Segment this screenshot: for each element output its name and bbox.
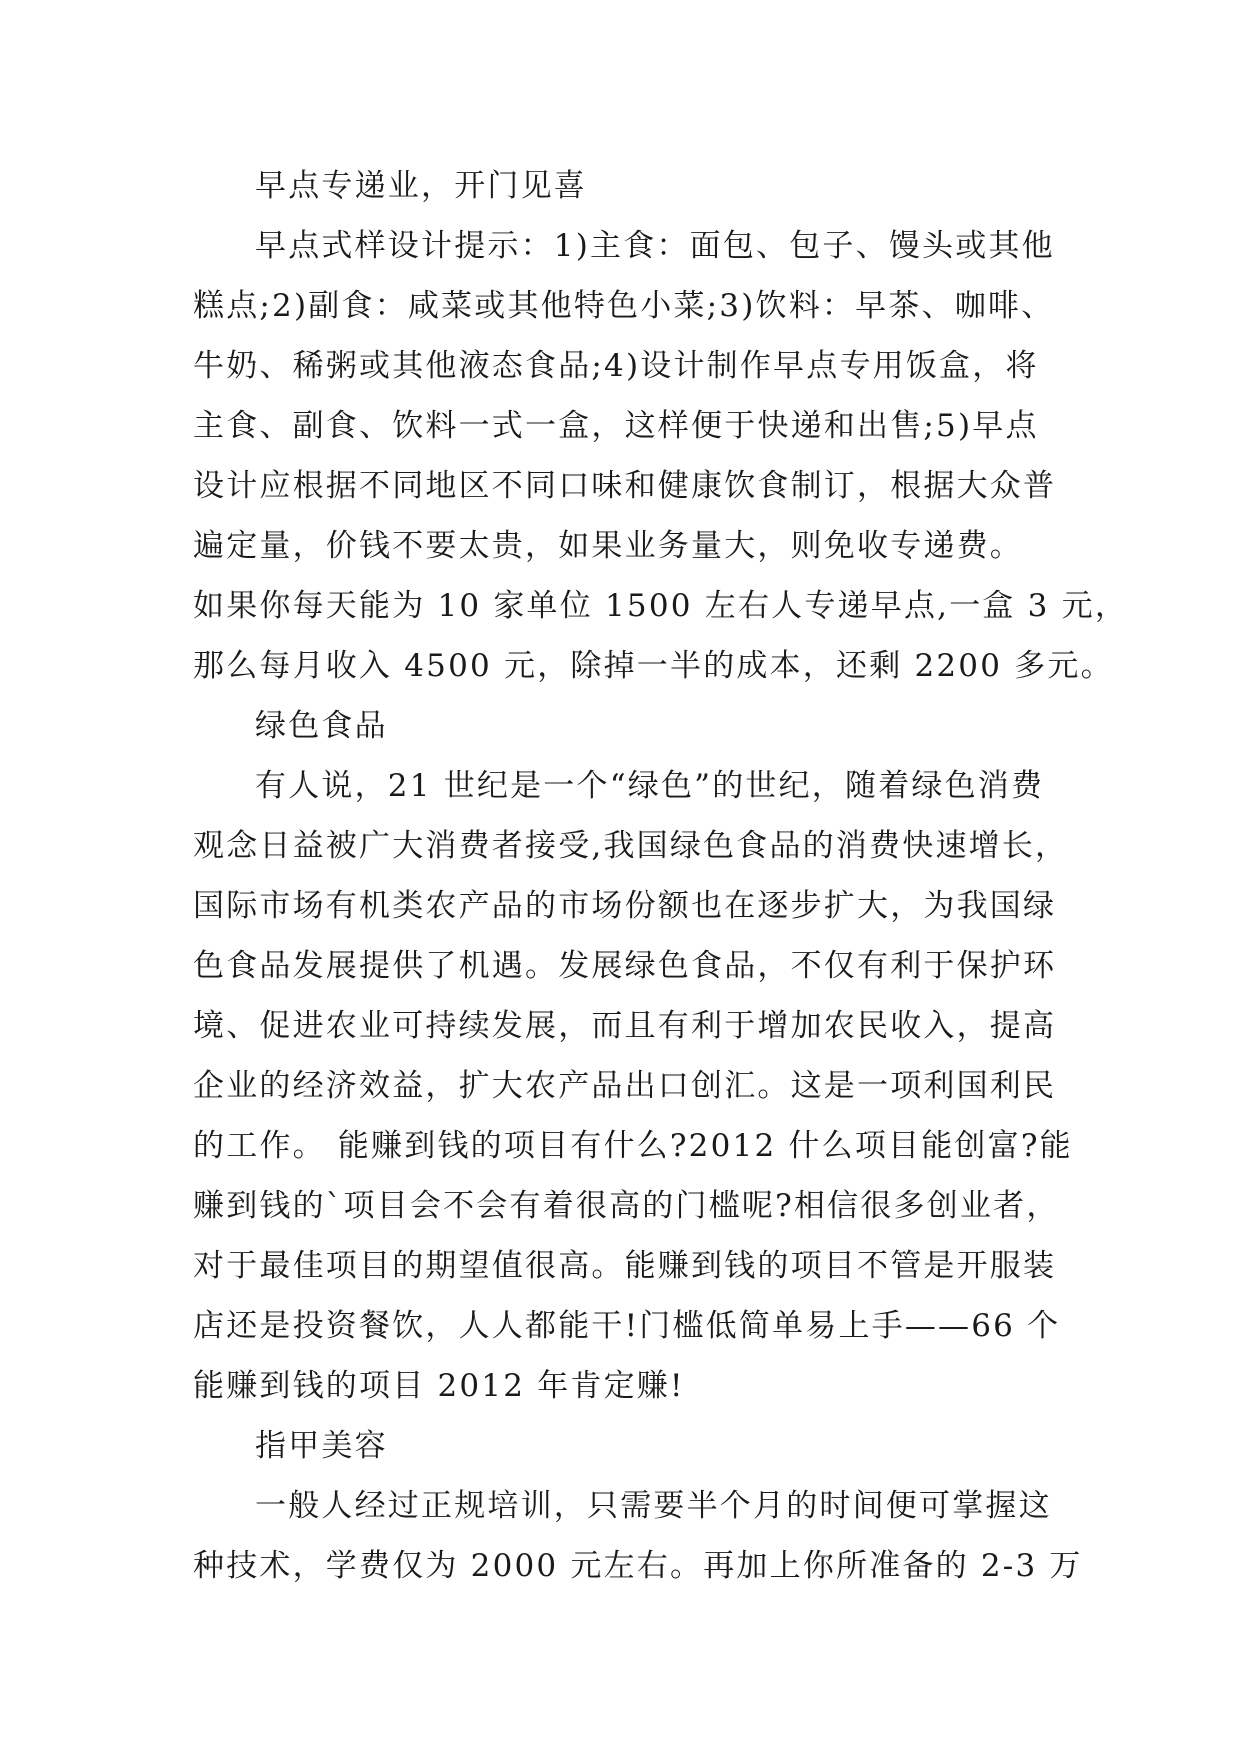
text-line: 糕点;2)副食：咸菜或其他特色小菜;3)饮料：早茶、咖啡、 — [193, 288, 1055, 324]
text-line: 企业的经济效益，扩大农产品出口创汇。这是一项利国利民 — [193, 1068, 1057, 1104]
text-line: 如果你每天能为 10 家单位 1500 左右人专递早点,一盒 3 元， — [193, 588, 1129, 624]
text-line: 一般人经过正规培训，只需要半个月的时间便可掌握这 — [255, 1488, 1052, 1524]
text-line: 有人说，21 世纪是一个“绿色”的世纪，随着绿色消费 — [255, 768, 1045, 804]
text-line: 国际市场有机类农产品的市场份额也在逐步扩大，为我国绿 — [193, 888, 1057, 924]
document-body — [193, 156, 1129, 1596]
text-line: 遍定量，价钱不要太贵，如果业务量大，则免收专递费。 — [193, 528, 1023, 564]
text-line: 指甲美容 — [255, 1428, 388, 1464]
text-line: 早点式样设计提示：1)主食：面包、包子、馒头或其他 — [255, 228, 1055, 264]
text-line: 种技术，学费仅为 2000 元左右。再加上你所准备的 2-3 万 — [193, 1548, 1083, 1584]
text-line: 牛奶、稀粥或其他液态食品;4)设计制作早点专用饭盒，将 — [193, 348, 1039, 384]
text-line: 店还是投资餐饮，人人都能干!门槛低简单易上手——66 个 — [193, 1308, 1061, 1344]
text-line: 的工作。 能赚到钱的项目有什么?2012 什么项目能创富?能 — [193, 1128, 1073, 1164]
text-line: 对于最佳项目的期望值很高。能赚到钱的项目不管是开服装 — [193, 1248, 1057, 1284]
text-line: 境、促进农业可持续发展，而且有利于增加农民收入，提高 — [193, 1008, 1057, 1044]
text-line: 赚到钱的`项目会不会有着很高的门槛呢?相信很多创业者， — [193, 1188, 1060, 1224]
text-line: 主食、副食、饮料一式一盒，这样便于快递和出售;5)早点 — [193, 408, 1039, 444]
text-line: 能赚到钱的项目 2012 年肯定赚! — [193, 1368, 685, 1404]
text-line: 观念日益被广大消费者接受,我国绿色食品的消费快速增长， — [193, 828, 1069, 864]
text-line: 早点专递业，开门见喜 — [255, 168, 587, 204]
text-line: 绿色食品 — [255, 708, 388, 744]
text-line: 设计应根据不同地区不同口味和健康饮食制订，根据大众普 — [193, 468, 1057, 504]
text-line: 色食品发展提供了机遇。发展绿色食品，不仅有利于保护环 — [193, 948, 1057, 984]
text-line: 那么每月收入 4500 元，除掉一半的成本，还剩 2200 多元。 — [193, 648, 1114, 684]
